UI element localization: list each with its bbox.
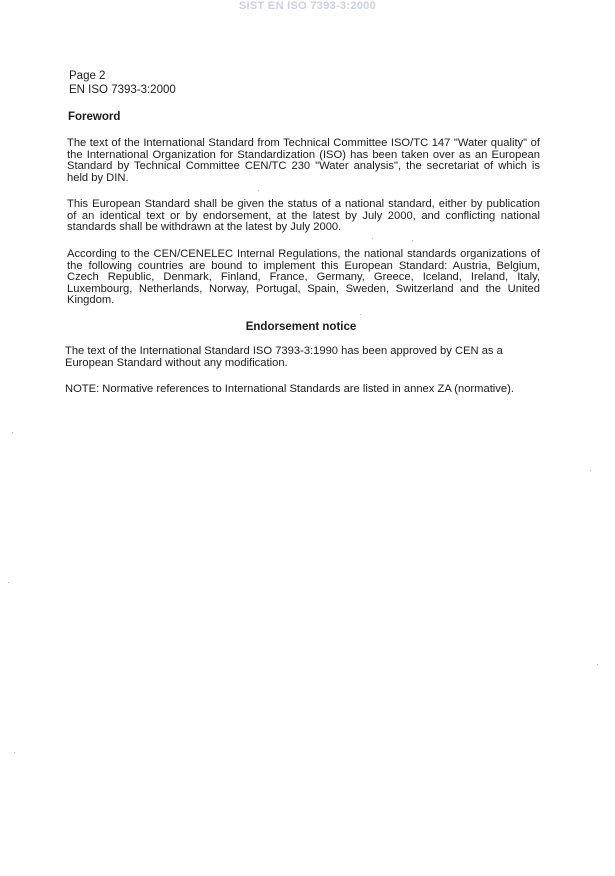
scan-speck xyxy=(597,664,598,665)
normative-note: NOTE: Normative references to International Standards are listed in annex ZA (normative). xyxy=(65,383,514,395)
page-header xyxy=(69,69,176,97)
scan-speck xyxy=(8,582,9,583)
scan-speck xyxy=(590,470,591,471)
foreword-paragraph-3: According to the CEN/CENELEC Internal Regulations, the national standards organizations of the following countries are bound to implement this European Standard: Austria, Belgium, Czech Republic, Denmark, Finland, France, Germany, Greece, Iceland, Ireland, Italy, Luxembourg, Netherlands, Norway, Portugal, Spain, Sweden, Switzerland and the United Kingdom. xyxy=(67,248,540,307)
foreword-paragraph-1: The text of the International Standard from Technical Committee ISO/TC 147 "Water quality" of the International Organization for Standardization (ISO) has been taken over as an European Standard by Technical Committee CEN/TC 230 "Water analysis", the secretariat of which is held by DIN. xyxy=(67,137,540,184)
foreword-heading: Foreword xyxy=(68,111,121,123)
scan-speck xyxy=(258,190,259,191)
scan-speck xyxy=(14,752,15,753)
page-number: Page 2 xyxy=(69,70,106,82)
endorsement-heading: Endorsement notice xyxy=(245,321,357,333)
scan-speck xyxy=(360,314,361,315)
foreword-paragraph-2: This European Standard shall be given the status of a national standard, either by publication of an identical text or by endorsement, at the latest by July 2000, and conflicting national standards shall be withdrawn at the latest by July 2000. xyxy=(67,198,540,234)
endorsement-paragraph: The text of the International Standard ISO 7393-3:1990 has been approved by CEN as a European Standard without any modification. xyxy=(65,345,503,369)
scan-speck xyxy=(412,240,413,241)
scan-speck xyxy=(12,432,13,433)
watermark: SIST EN ISO 7393-3:2000 xyxy=(238,0,377,12)
standard-number: EN ISO 7393-3:2000 xyxy=(69,84,176,96)
scan-speck xyxy=(372,238,373,239)
